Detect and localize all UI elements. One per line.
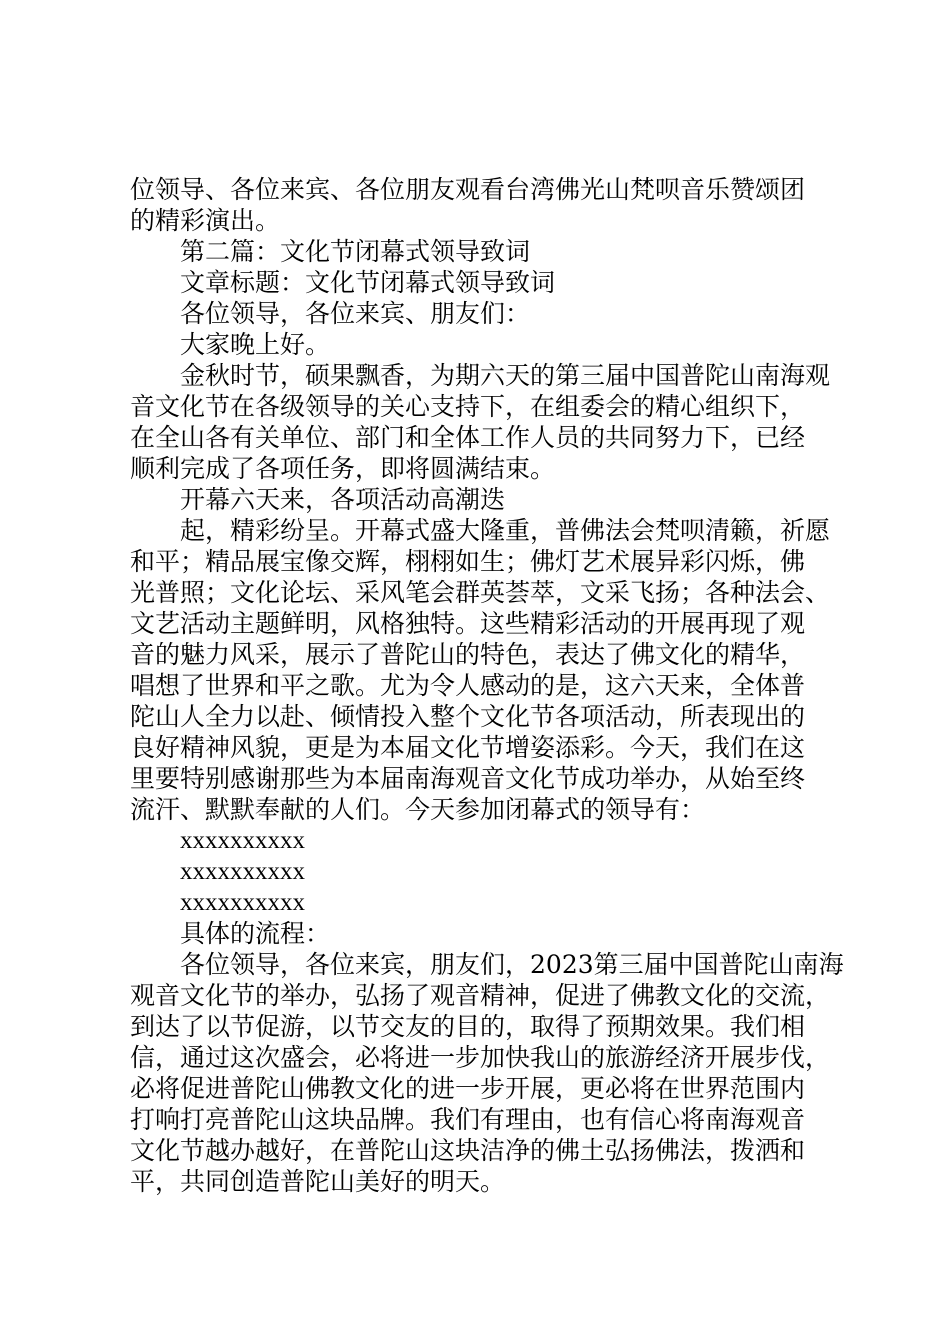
text-line-8: 音文化节在各级领导的关心支持下，在组委会的精心组织下， — [130, 392, 806, 421]
text-line-30: 必将促进普陀山佛教文化的进一步开展，更必将在世界范围内 — [130, 1074, 806, 1103]
text-line-32: 文化节越办越好，在普陀山这块洁净的佛土弘扬佛法，拨洒和 — [130, 1136, 806, 1165]
text-line-16: 音的魅力风采，展示了普陀山的特色，表达了佛文化的精华， — [130, 640, 806, 669]
salutation: 各位领导，各位来宾、朋友们： — [180, 299, 531, 328]
leader-placeholder-1: xxxxxxxxxx — [180, 827, 305, 854]
text-line-2: 的精彩演出。 — [130, 206, 281, 235]
text-line-33: 平，共同创造普陀山美好的明天。 — [130, 1167, 506, 1196]
article-title: 文章标题：文化节闭幕式领导致词 — [180, 268, 556, 297]
leader-placeholder-3: xxxxxxxxxx — [180, 889, 305, 916]
text-line-26: 各位领导，各位来宾，朋友们，2023第三届中国普陀山南海 — [180, 950, 844, 979]
document-body — [130, 174, 844, 1197]
text-line-11: 开幕六天来，各项活动高潮迭 — [180, 485, 506, 514]
text-line-28: 到达了以节促游，以节交友的目的，取得了预期效果。我们相 — [130, 1012, 806, 1041]
leader-placeholder-2: xxxxxxxxxx — [180, 858, 305, 885]
text-line-31: 打响打亮普陀山这块品牌。我们有理由，也有信心将南海观音 — [130, 1105, 806, 1134]
text-line-27: 观音文化节的举办，弘扬了观音精神，促进了佛教文化的交流， — [130, 981, 831, 1010]
text-line-10: 顺利完成了各项任务，即将圆满结束。 — [130, 454, 556, 483]
text-line-18: 陀山人全力以赴、倾情投入整个文化节各项活动，所表现出的 — [130, 702, 806, 731]
greeting: 大家晚上好。 — [180, 330, 331, 359]
text-line-14: 光普照；文化论坛、采风笔会群英荟萃，文采飞扬；各种法会、 — [130, 578, 831, 607]
text-line-15: 文艺活动主题鲜明，风格独特。这些精彩活动的开展再现了观 — [130, 609, 806, 638]
text-line-12: 起，精彩纷呈。开幕式盛大隆重，普佛法会梵呗清籁，祈愿 — [180, 516, 831, 545]
text-line-21: 流汗、默默奉献的人们。今天参加闭幕式的领导有： — [130, 795, 706, 824]
process-heading: 具体的流程： — [180, 919, 331, 948]
text-line-29: 信，通过这次盛会，必将进一步加快我山的旅游经济开展步伐， — [130, 1043, 831, 1072]
text-line-13: 和平；精品展宝像交辉，栩栩如生；佛灯艺术展异彩闪烁，佛 — [130, 547, 806, 576]
text-line-9: 在全山各有关单位、部门和全体工作人员的共同努力下，已经 — [130, 423, 806, 452]
section-heading: 第二篇：文化节闭幕式领导致词 — [180, 237, 531, 266]
text-line-1: 位领导、各位来宾、各位朋友观看台湾佛光山梵呗音乐赞颂团 — [130, 175, 806, 204]
text-line-7: 金秋时节，硕果飘香，为期六天的第三届中国普陀山南海观 — [180, 361, 831, 390]
text-line-19: 良好精神风貌，更是为本届文化节增姿添彩。今天，我们在这 — [130, 733, 806, 762]
text-line-17: 唱想了世界和平之歌。尤为令人感动的是，这六天来，全体普 — [130, 671, 806, 700]
text-line-20: 里要特别感谢那些为本届南海观音文化节成功举办，从始至终 — [130, 764, 806, 793]
